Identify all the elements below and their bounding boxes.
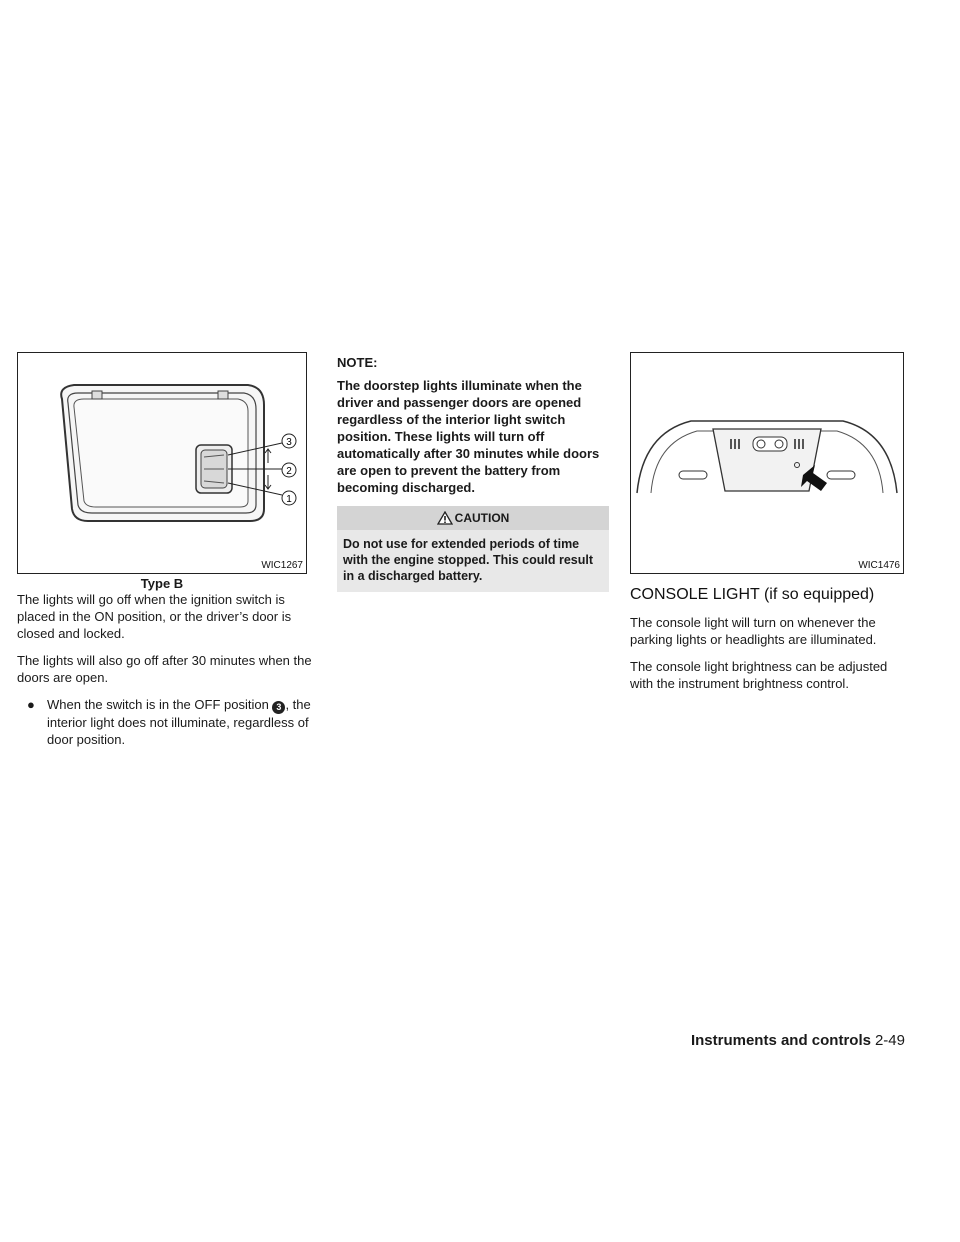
footer-section-name: Instruments and controls	[690, 1032, 871, 1049]
right-column	[630, 352, 904, 702]
console-light-illustration	[631, 353, 903, 573]
figure-id: WIC1267	[261, 560, 303, 571]
note-label: NOTE:	[337, 355, 378, 370]
paragraph-console-brightness: The console light brightness can be adjusted with the instrument brightness control.	[630, 659, 888, 691]
section-title: CONSOLE LIGHT (if so equipped)	[630, 586, 875, 603]
interior-light-illustration	[18, 353, 306, 573]
svg-text:2: 2	[286, 466, 292, 477]
callout-2	[282, 463, 296, 477]
page-number: 2-49	[874, 1032, 905, 1049]
caution-text: Do not use for extended periods of time with the engine stopped. This could result in a discharged battery.	[337, 530, 609, 592]
middle-column	[337, 352, 609, 592]
svg-text:3: 3	[286, 437, 292, 448]
bullet-dot: ●	[27, 697, 35, 712]
svg-text:1: 1	[286, 494, 292, 505]
bullet-off-position	[17, 696, 317, 748]
interior-light-figure	[17, 352, 307, 574]
caution-header	[337, 506, 609, 530]
caution-label: CAUTION	[454, 511, 510, 525]
paragraph-30-minutes: The lights will also go off after 30 minutes when the doors are open.	[17, 653, 312, 685]
console-light-figure	[630, 352, 904, 574]
paragraph-lights-off: The lights will go off when the ignition switch is placed in the ON position, or the driver’s door is closed and locked.	[17, 592, 292, 641]
bullet-text: When the switch is in the OFF position 3 , the interior light does not illuminate, regardless of door position.	[47, 697, 311, 747]
paragraph-console-on: The console light will turn on whenever the parking lights or headlights are illuminated.	[630, 615, 877, 647]
figure-caption: Type B	[140, 576, 184, 591]
note-text: The doorstep lights illuminate when the driver and passenger doors are opened regardless of the interior light switch position. These lights will turn off automatically after 30 minutes while doors are open to prevent the battery from becoming discharged.	[337, 378, 600, 495]
figure-id: WIC1476	[858, 560, 900, 571]
callout-3	[282, 434, 296, 448]
callout-1	[282, 491, 296, 505]
left-column	[17, 352, 317, 748]
warning-icon	[437, 511, 453, 525]
page-footer	[600, 1032, 905, 1049]
circled-number: 3	[272, 701, 285, 714]
